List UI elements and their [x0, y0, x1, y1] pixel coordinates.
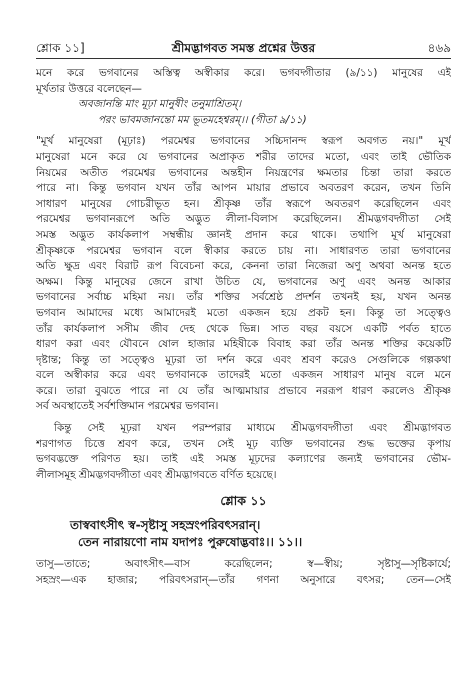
page-body: [36, 66, 451, 588]
chapter-verse-ref: শ্লোক ১১]: [36, 41, 85, 55]
purport-line: বলে অস্বীকার করে এবং ভগবানকে তাদেরই মতো একজন সাধারণ মানুষ বলে মনে: [36, 369, 451, 382]
purport-line: পারে না। কিন্তু ভগবান যখন তাঁর আপন মায়ার প্রভাবে অবতরণ করেন, তখন তিনি: [36, 182, 451, 195]
intro-line: মনে করে ভগবানের অস্তিত্ব অস্বীকার করে। ভগবদ্গীতার (৯/১১) মানুষের এই: [36, 67, 451, 79]
purport-line: নিয়মের অতীত পরমেশ্বর ভগবানের অন্তহীন নিয়ন্ত্রণের ক্ষমতার চিন্তা তারা করতে: [36, 166, 451, 179]
purport-line: দৃষ্টান্ত; কিন্তু তা সত্ত্বেও মূঢ়রা তা দর্শন করে এবং শ্রবণ করেও সেগুলিকে গল্পকথা: [36, 353, 451, 366]
quoted-verse-line: পরং ভাবমজানন্তো মম ভূতমহেশ্বরম্।। (গীতা ৯/১১): [98, 113, 307, 126]
purport-line: তাঁর কার্যকলাপ সসীম জীব দেহ থেকে ভিন্ন। সাত বছর বয়সে একটি পর্বত হাতে: [36, 322, 451, 335]
purport-line: ভগবদ্ভক্তে পরিণত হয়। তাই এই সমস্ত মূঢ়দের কল্যাণের জন্যই ভগবানের ভৌম-: [36, 453, 451, 466]
purport-line: ভগবানের সর্বাচ্চ মহিমা নয়। তাঁর শক্তির সর্বশ্রেষ্ঠ প্রদর্শন তখনই হয়, যখন অনন্ত: [36, 291, 451, 304]
purport-line: শ্রীকৃষ্ণকে পরমেশ্বর ভগবান বলে স্বীকার করতে চায় না। সাধারণত তারা ভগবানের: [36, 244, 451, 257]
purport-line: করে। তারা বুঝতে পারে না যে তাঁর আত্মমায়ার প্রভাবে নররূপ ধারণ করলেও শ্রীকৃষ্ণ: [36, 384, 451, 397]
purport-line: "মূর্খ মানুষেরা (মূঢ়াঃ) পরমেশ্বর ভগবানের সচ্চিদানন্দ স্বরূপ অবগত নয়।" মূর্খ: [36, 135, 451, 148]
purport-line: মানুষেরা মনে করে যে ভগবানের অপ্রাকৃত শরীর তাদের মতো, এবং তাই ভৌতিক: [36, 150, 451, 163]
purport-line: পরমেশ্বর ভগবানরূপে অতি অদ্ভুত লীলা-বিলাস করেছিলেন। শ্রীমদ্ভগবদ্গীতা সেই: [36, 213, 451, 226]
header-rule: [36, 58, 451, 59]
synonym-line: সহস্রং—এক হাজার; পরিবৎসরান্—তাঁর গণনা অনুসারে বৎসর; তেন—সেই: [36, 573, 451, 586]
purport-line: সর্ব অবস্থাতেই সর্বশক্তিমান পরমেশ্বর ভগবান।: [36, 400, 219, 413]
purport-line: সমস্ত অদ্ভুত কার্যকলাপ সম্বন্ধীয় জ্ঞানই প্রদান করে থাকে। তথাপি মূর্খ মানুষেরা: [36, 228, 451, 241]
purport-line: লীলাসমূহ শ্রীমদ্ভগবদ্গীতা এবং শ্রীমদ্ভাগবতে বর্ণিত হয়েছে।: [36, 468, 277, 481]
running-title: শ্রীমদ্ভাগবত সমস্ত প্রশ্নের উত্তর: [171, 41, 316, 55]
purport-line: ভগবান আমাদের মধ্যে আমাদেরই মতো একজন হয়ে প্রকট হন। কিন্তু তা সত্ত্বেও: [36, 306, 451, 319]
purport-line: শরণাগত চিত্তে শ্রবণ করে, তখন সেই মূঢ় ব্যক্তি ভগবানের শুদ্ধ ভক্তের কৃপায়: [36, 437, 451, 450]
synonym-line: তাসু—তাতে; অবাৎসীৎ—বাস করেছিলেন; স্ব—স্বীয়; সৃষ্টাসু—সৃষ্টিকার্যে;: [36, 558, 451, 571]
purport-line: ধারণ করা এবং যৌবনে ষোল হাজার মহিষীকে বিবাহ করা তাঁর অনন্ত শক্তির কয়েকটি: [36, 338, 451, 351]
purport-line: সাধারণ মানুষের গোচরীভূত হন। শ্রীকৃষ্ণ তাঁর স্বরূপে অবতরণ করেছিলেন এবং: [36, 197, 451, 210]
page-header: [36, 40, 451, 58]
purport-line: কিন্তু সেই মূঢ়রা যখন পরম্পরার মাধ্যমে শ্রীমদ্ভগবদ্গীতা এবং শ্রীমদ্ভাগবত: [54, 422, 451, 435]
page-number: ৪৬৯: [427, 41, 451, 55]
sloka-verse-line: তাস্ববাৎসীৎ স্ব-সৃষ্টাসু সহস্রংপরিবৎসরান্।: [70, 518, 261, 533]
purport-line: অক্ষম। কিন্তু মানুষের জেনে রাখা উচিত যে, ভগবানের অণু এবং অনন্ত আকার: [36, 275, 451, 288]
sloka-heading: শ্লোক ১১: [220, 493, 267, 509]
sloka-verse-line: তেন নারায়ণো নাম যদাপঃ পুরুষোদ্ভবাঃ।। ১১।।: [78, 535, 303, 550]
intro-line: মূর্খতার উত্তরে বলেছেন—: [36, 82, 142, 95]
purport-line: অতি ক্ষুদ্র এবং বিরাট রূপ বিবেচনা করে, কেননা তারা নিজেরা অণু অথবা অনন্ত হতে: [36, 260, 451, 273]
quoted-verse-line: অবজানন্তি মাং মূঢ়া মানুষীং তনুমাশ্রিতম্।: [78, 98, 242, 111]
